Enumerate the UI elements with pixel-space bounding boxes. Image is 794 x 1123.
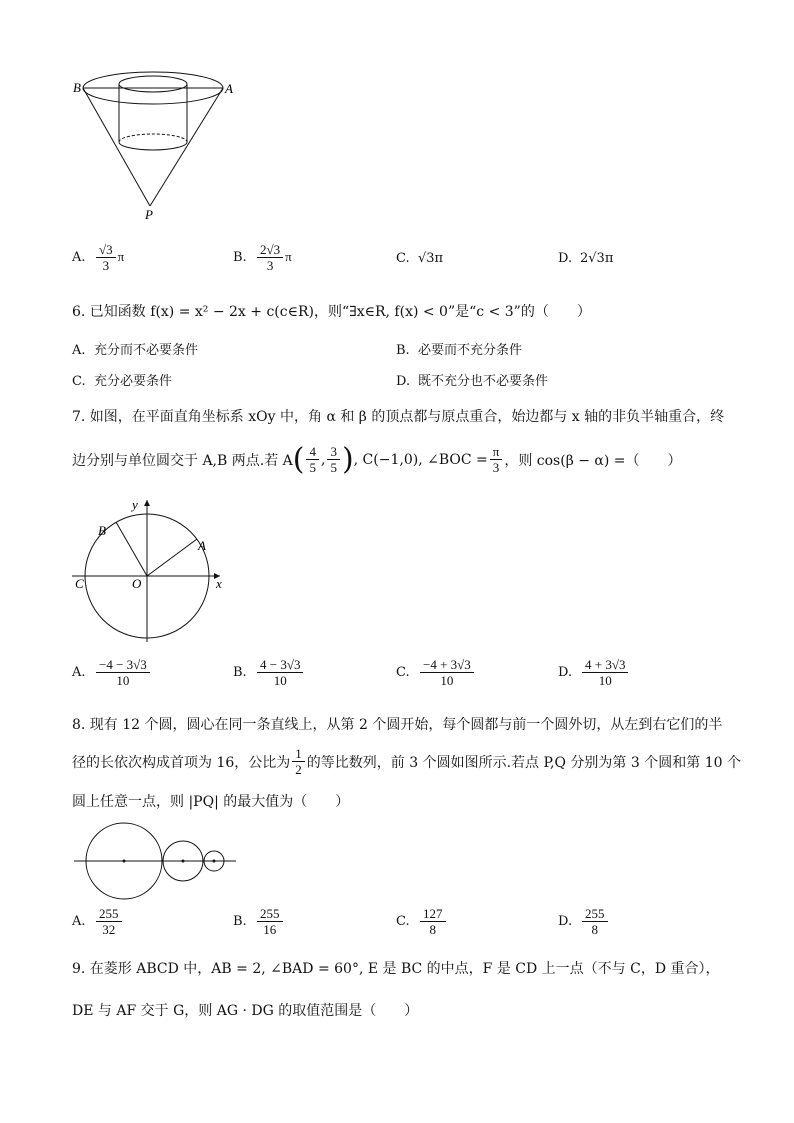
- q6-option-b: B. 必要而不充分条件: [396, 343, 523, 358]
- q7-option-b: B. $\frac{4 - 3√3}{10}$: [233, 657, 305, 688]
- q5-option-a: A. $\frac{√3}{3}$ π: [72, 242, 125, 273]
- label-C: C: [75, 576, 84, 591]
- q6-stem: 6. 已知函数 f(x) = x² − 2x + c(c∈R)，则“∃x∈R, f(x) < 0”是“c < 3”的（ ）: [72, 304, 591, 320]
- q7-stem-line2: 边分别与单位圆交于 A,B 两点.若 A ( $\frac{4}{5}$ , $\frac{3}{5}$ ) , C(−1,0), ∠BOC = $\frac{\pi}{3}$ ，则 cos(β − α) =（ ）: [72, 441, 682, 477]
- q9-stem-line2: DE 与 AF 交于 G，则 AG · DG 的取值范围是（ ）: [72, 1003, 419, 1019]
- ray-OB: [116, 522, 147, 576]
- q8-stem-line3: 圆上任意一点，则 |PQ| 的最大值为（ ）: [72, 794, 350, 810]
- q9-stem-line1: 9. 在菱形 ABCD 中，AB = 2, ∠BAD = 60°, E 是 BC 的中点，F 是 CD 上一点（不与 C，D 重合），: [72, 961, 720, 977]
- label-y: y: [132, 497, 138, 512]
- q6-option-c: C. 充分必要条件: [72, 374, 173, 389]
- label-B: B: [98, 523, 106, 538]
- q5-option-c: C. √3π: [396, 251, 444, 266]
- q8-option-a: A. $\frac{255}{32}$: [72, 906, 124, 937]
- label-P: P: [145, 207, 153, 222]
- q8-option-c: C. $\frac{127}{8}$: [396, 906, 448, 937]
- cylinder-top-ellipse: [119, 76, 187, 92]
- label-A: A: [198, 538, 206, 553]
- q7-option-a: A. $\frac{-4 - 3√3}{10}$: [72, 657, 152, 688]
- cone-cylinder-figure: [70, 66, 250, 224]
- q5-option-b: B. $\frac{2√3}{3}$ π: [233, 242, 292, 273]
- q6-option-d: D. 既不充分也不必要条件: [396, 374, 549, 389]
- q7-option-d: D. $\frac{4 + 3√3}{10}$: [558, 657, 630, 688]
- q5-option-d: D. 2√3π: [558, 251, 614, 266]
- q8-option-d: D. $\frac{255}{8}$: [558, 906, 610, 937]
- q8-stem-line1: 8. 现有 12 个圆，圆心在同一条直线上，从第 2 个圆开始，每个圆都与前一个圆外切，从左到右它们的半: [72, 717, 723, 733]
- q7-stem-line1: 7. 如图，在平面直角坐标系 xOy 中，角 α 和 β 的顶点都与原点重合，始边都与 x 轴的非负半轴重合，终: [72, 409, 725, 425]
- ray-OA: [147, 539, 197, 576]
- label-A: A: [225, 81, 233, 96]
- label-O: O: [132, 576, 142, 591]
- q8-stem-line2: 径的长依次构成首项为 16，公比为 $\frac{1}{2}$ 的等比数列，前 3 个圆如图所示.若点 P,Q 分别为第 3 个圆和第 10 个: [72, 746, 741, 777]
- label-B: B: [73, 80, 81, 95]
- q6-option-a: A. 充分而不必要条件: [72, 343, 199, 358]
- q8-option-b: B. $\frac{255}{16}$: [233, 906, 285, 937]
- q7-option-c: C. $\frac{-4 + 3√3}{10}$: [396, 657, 476, 688]
- unit-circle-figure: [72, 494, 232, 644]
- tangent-circles-figure: [72, 818, 242, 904]
- label-x: x: [216, 576, 222, 591]
